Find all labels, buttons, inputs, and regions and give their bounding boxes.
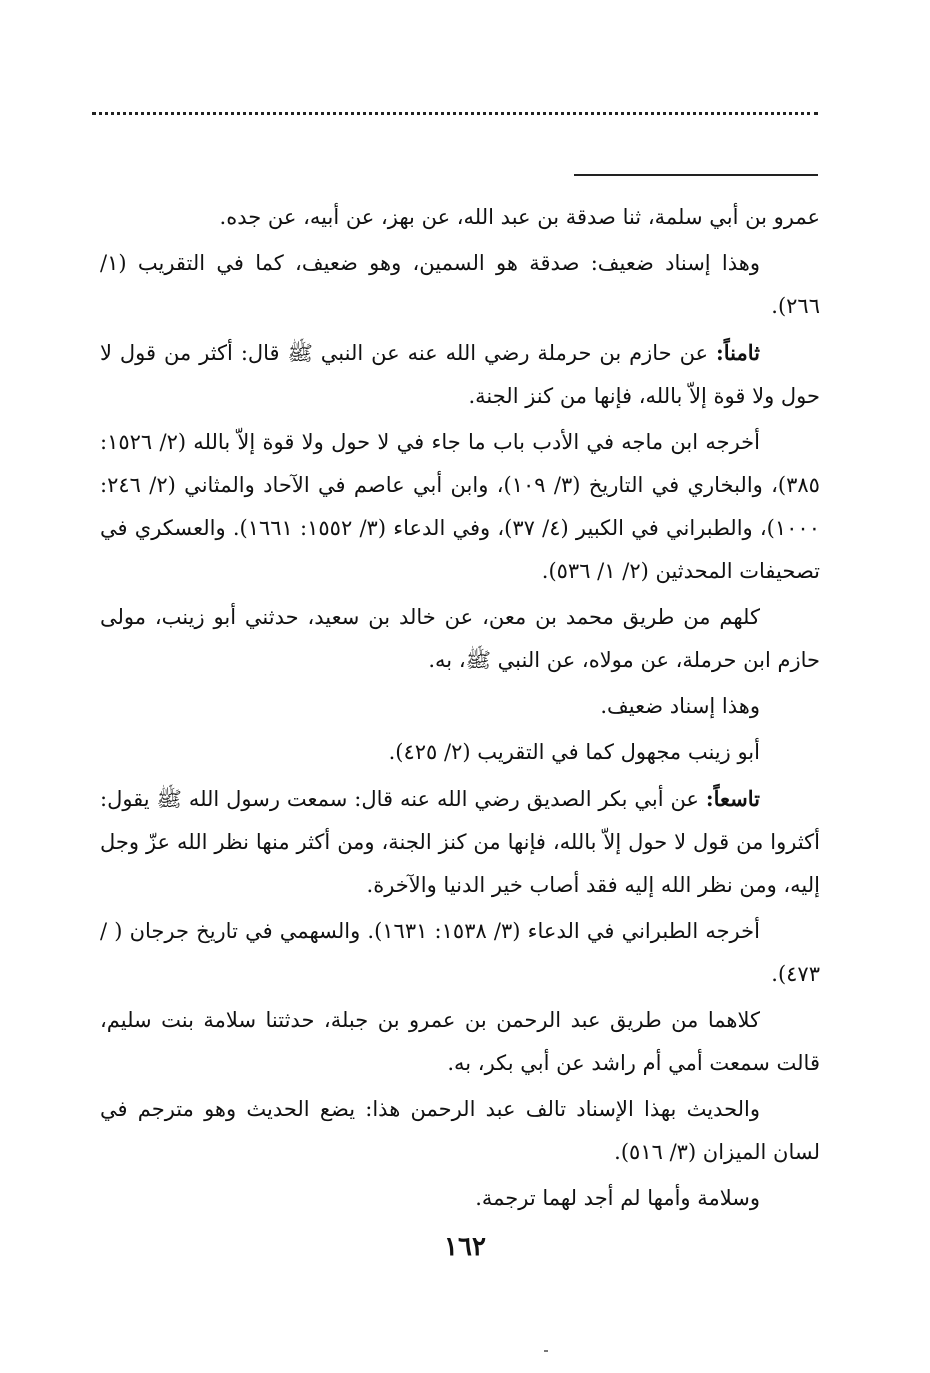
page-number: ١٦٢	[444, 1232, 486, 1262]
paragraph	[100, 999, 820, 1085]
paragraph-lead: تاسعاً:	[705, 786, 760, 811]
paragraph-text: عمرو بن أبي سلمة، ثنا صدقة بن عبد الله، عن بهز، عن أبيه، عن جده.	[219, 205, 820, 229]
paragraph-text: أخرجه الطبراني في الدعاء (٣/ ١٥٣٨: ١٦٣١). والسهمي في تاريخ جرجان ( / ٤٧٣).	[100, 919, 820, 986]
paragraph-text: وسلامة وأمها لم أجد لهما ترجمة.	[475, 1186, 760, 1210]
paragraph	[100, 731, 820, 774]
paragraph	[100, 331, 820, 418]
paragraph	[100, 421, 820, 593]
paragraph-text: أبو زينب مجهول كما في التقريب (٢/ ٤٢٥).	[388, 740, 760, 764]
paragraph	[100, 910, 820, 996]
paragraph	[100, 196, 820, 239]
paragraph-text: عن أبي بكر الصديق رضي الله عنه قال: سمعت رسول الله ﷺ يقول: أكثروا من قول لا حول إلاّ بالله، فإنها من كنز الجنة، ومن أكثر منها نظر الله عزّ وجل إليه، ومن نظر الله إليه فقد أصاب خير الدنيا والآخرة.	[100, 787, 820, 897]
paragraph	[100, 685, 820, 728]
paragraph-text: وهذا إسناد ضعيف: صدقة هو السمين، وهو ضعيف، كما في التقريب (١/ ٢٦٦).	[100, 251, 820, 318]
footnote-rule	[574, 174, 818, 176]
paragraph	[100, 1088, 820, 1174]
paragraph-text: كلاهما من طريق عبد الرحمن بن عمرو بن جبلة، حدثتنا سلامة بنت سليم، قالت سمعت أمي أم راشد عن أبي بكر، به.	[100, 1008, 820, 1075]
dotted-separator	[92, 112, 818, 125]
scan-speck	[544, 1350, 548, 1352]
paragraph	[100, 777, 820, 907]
paragraph	[100, 596, 820, 682]
paragraph-text: عن حازم بن حرملة رضي الله عنه عن النبي ﷺ قال: أكثر من قول لا حول ولا قوة إلاّ بالله، فإنها من كنز الجنة.	[100, 341, 820, 408]
paragraph-lead: ثامناً:	[716, 340, 760, 365]
paragraph-text: والحديث بهذا الإسناد تالف عبد الرحمن هذا: يضع الحديث وهو مترجم في لسان الميزان (٣/ ٥١٦).	[100, 1097, 820, 1164]
paragraph	[100, 1177, 820, 1220]
paragraph-text: أخرجه ابن ماجه في الأدب باب ما جاء في لا حول ولا قوة إلاّ بالله (٢/ ١٥٢٦: ٣٨٥)، والبخاري في التاريخ (٣/ ١٠٩)، وابن أبي عاصم في الآحاد والمثاني (٢/ ٢٤٦: ١٠٠٠)، والطبراني في الكبير (٤/ ٣٧)، وفي الدعاء (٣/ ١٥٥٢: ١٦٦١). والعسكري في تصحيفات المحدثين (٢/ ١/ ٥٣٦).	[100, 430, 820, 583]
footnote-text	[100, 196, 820, 1223]
paragraph	[100, 242, 820, 328]
paragraph-text: كلهم من طريق محمد بن معن، عن خالد بن سعيد، حدثني أبو زينب، مولى حازم ابن حرملة، عن مولاه، عن النبي ﷺ، به.	[100, 605, 820, 672]
paragraph-text: وهذا إسناد ضعيف.	[600, 694, 760, 718]
